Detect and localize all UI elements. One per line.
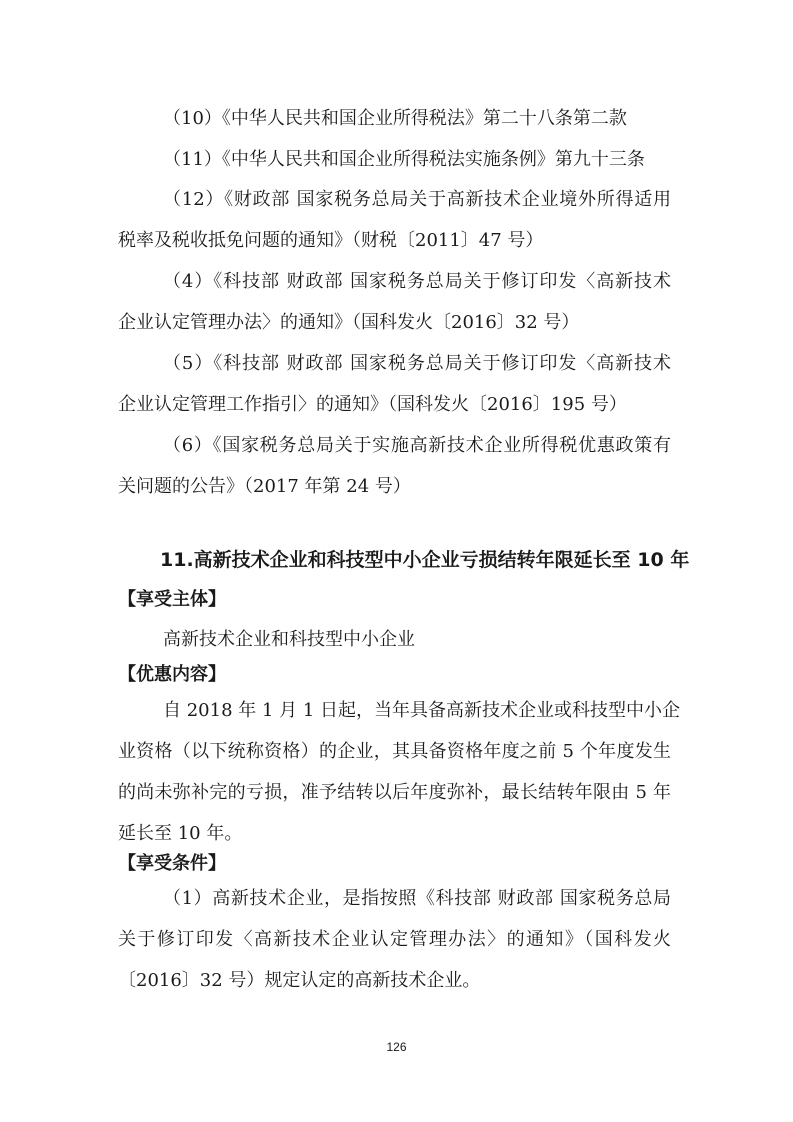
content-line: 自 2018 年 1 月 1 日起，当年具备高新技术企业或科技型中小企 [163, 700, 681, 721]
condition-line: 〔2016〕32 号）规定认定的高新技术企业。 [118, 970, 481, 991]
content-label: 【优惠内容】 [118, 664, 226, 685]
condition-label: 【享受条件】 [118, 853, 226, 874]
ref-line: 税率及税收抵免问题的通知》（财税〔2011〕47 号） [118, 230, 544, 251]
condition-line: （1）高新技术企业，是指按照《科技部 财政部 国家税务总局 [163, 888, 671, 909]
page-number: 126 [386, 1040, 407, 1054]
ref-line: 企业认定管理工作指引〉的通知》（国科发火〔2016〕195 号） [118, 394, 627, 415]
ref-line: （11）《中华人民共和国企业所得税法实施条例》第九十三条 [163, 149, 645, 170]
condition-line: 关于修订印发〈高新技术企业认定管理办法〉的通知》（国科发火 [118, 929, 671, 950]
section-heading: 11.高新技术企业和科技型中小企业亏损结转年限延长至 10 年 [160, 549, 690, 571]
ref-line: （10）《中华人民共和国企业所得税法》第二十八条第二款 [163, 108, 627, 129]
ref-line: 企业认定管理办法〉的通知》（国科发火〔2016〕32 号） [118, 312, 580, 333]
subject-text: 高新技术企业和科技型中小企业 [163, 629, 415, 650]
content-line: 的尚未弥补完的亏损，准予结转以后年度弥补，最长结转年限由 5 年 [118, 782, 671, 803]
ref-line: （12）《财政部 国家税务总局关于高新技术企业境外所得适用 [163, 189, 671, 210]
ref-line: （5）《科技部 财政部 国家税务总局关于修订印发〈高新技术 [163, 353, 671, 374]
content-line: 业资格（以下统称资格）的企业，其具备资格年度之前 5 个年度发生 [118, 741, 671, 762]
content-line: 延长至 10 年。 [118, 823, 243, 844]
ref-line: 关问题的公告》（2017 年第 24 号） [118, 476, 411, 497]
ref-line: （6）《国家税务总局关于实施高新技术企业所得税优惠政策有 [163, 435, 671, 456]
subject-label: 【享受主体】 [118, 589, 226, 610]
ref-line: （4）《科技部 财政部 国家税务总局关于修订印发〈高新技术 [163, 271, 671, 292]
